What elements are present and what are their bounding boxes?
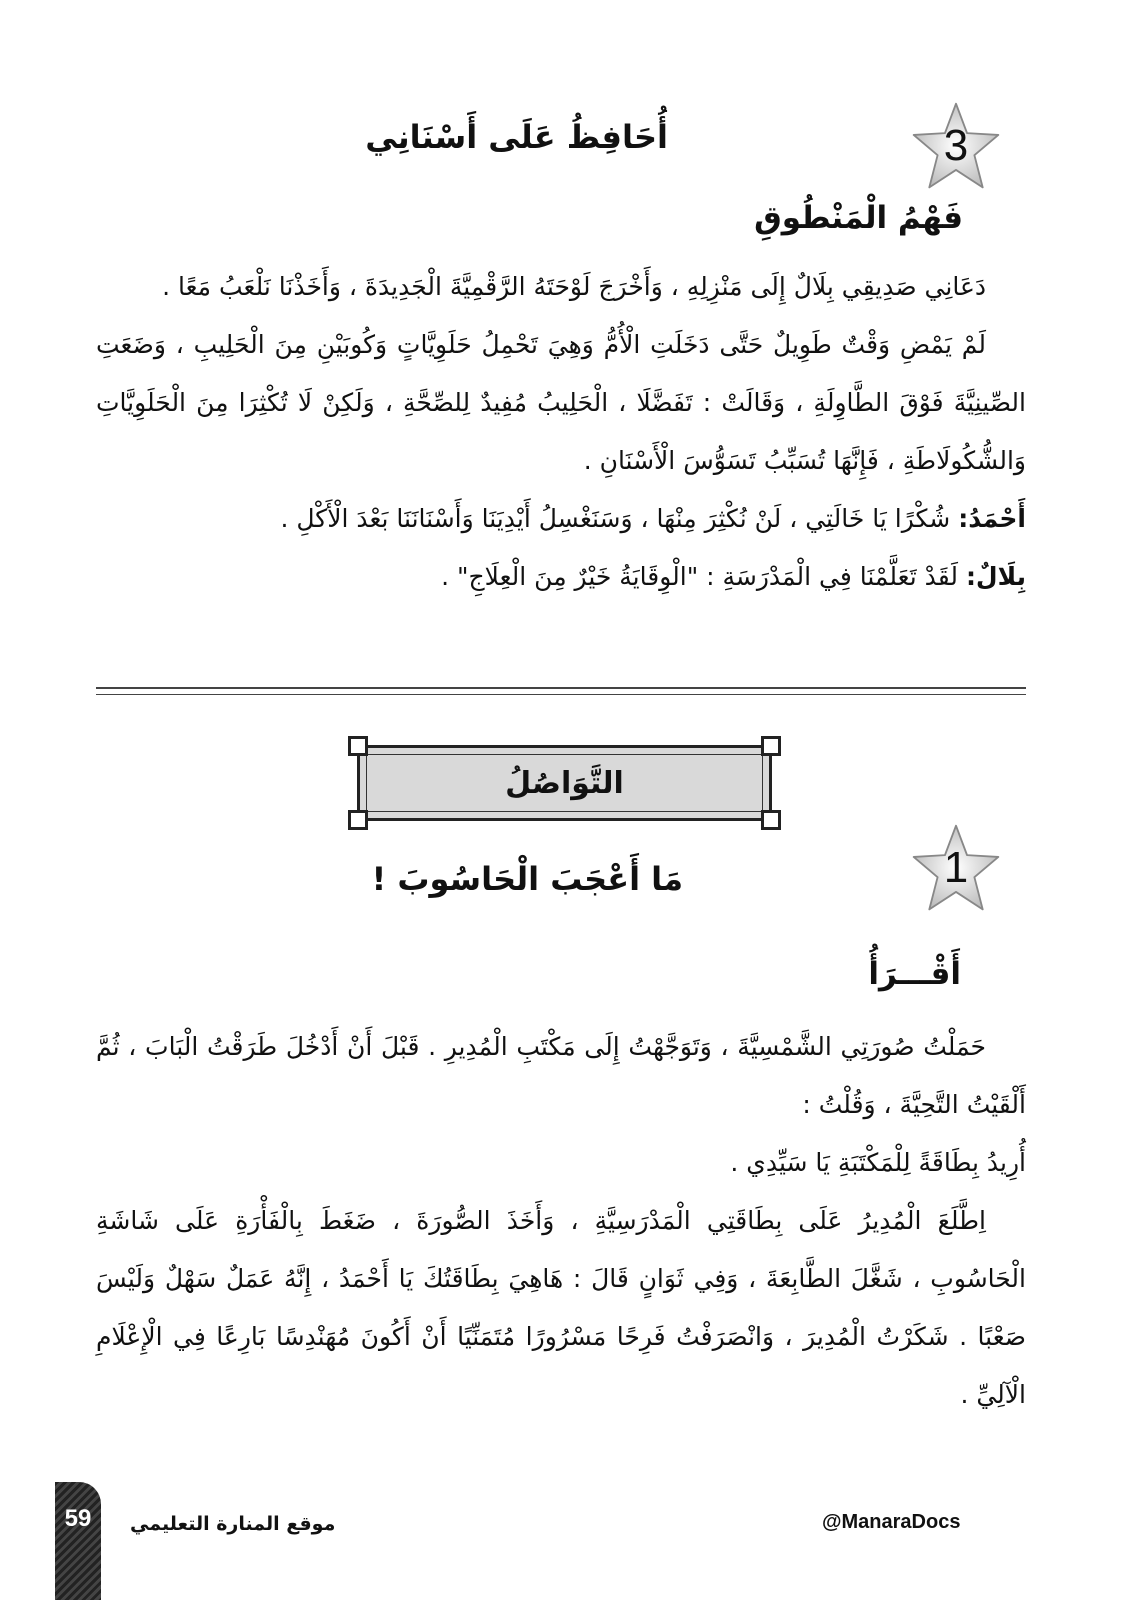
section-divider <box>96 687 1026 689</box>
paragraph: حَمَلْتُ صُورَتِي الشَّمْسِيَّةَ ، وَتَوَجَّهْتُ إِلَى مَكْتَبِ الْمُدِيرِ . قَبْلَ أَنْ أَدْخُلَ طَرَقْتُ الْبَابَ ، ثُمَّ أَلْقَيْتُ التَّحِيَّةَ ، وَقُلْتُ : <box>96 1032 1026 1119</box>
site-name: موقع المنارة التعليمي <box>130 1513 336 1535</box>
section-heading-read: أَقْـــرَأُ <box>868 956 961 992</box>
banner-corner-ornament <box>761 810 781 830</box>
banner-corner-ornament <box>348 810 368 830</box>
lesson-number: 1 <box>943 843 969 892</box>
speaker-name: بِلَالٌ: <box>965 562 1026 591</box>
social-handle: @ManaraDocs <box>822 1511 961 1533</box>
page-number: 59 <box>64 1505 92 1532</box>
section-banner <box>357 745 772 821</box>
lesson3-text <box>96 258 1026 606</box>
paragraph: دَعَانِي صَدِيقِي بِلَالٌ إِلَى مَنْزِلِهِ ، وَأَخْرَجَ لَوْحَتَهُ الرَّقْمِيَّةَ الْجَدِيدَةَ ، وَأَخَذْنَا نَلْعَبُ مَعًا . <box>162 272 986 301</box>
banner-corner-ornament <box>348 736 368 756</box>
lesson1-text <box>96 1018 1026 1424</box>
section-divider <box>96 694 1026 695</box>
dialogue-text: شُكْرًا يَا خَالَتِي ، لَنْ نُكْثِرَ مِنْهَا ، وَسَنَغْسِلُ أَيْدِيَنَا وَأَسْنَانَنَا بَعْدَ الْأَكْلِ . <box>280 504 959 533</box>
dialogue-line <box>96 548 1026 606</box>
banner-title: التَّوَاصُلُ <box>505 765 624 801</box>
banner-corner-ornament <box>761 736 781 756</box>
section-heading-comprehension: فَهْمُ الْمَنْطُوقِ <box>754 200 963 236</box>
paragraph: أُرِيدُ بِطَاقَةً لِلْمَكْتَبَةِ يَا سَيِّدِي . <box>730 1148 1026 1177</box>
star-badge-lesson-1 <box>910 822 1002 914</box>
speaker-name: أَحْمَدُ: <box>958 504 1026 533</box>
lesson-number: 3 <box>943 121 969 170</box>
lesson-title: أُحَافِظُ عَلَى أَسْنَانِي <box>365 118 668 156</box>
star-badge-lesson-3 <box>910 100 1002 192</box>
lesson-title: مَا أَعْجَبَ الْحَاسُوبَ ! <box>371 860 683 898</box>
dialogue-text: لَقَدْ تَعَلَّمْنَا فِي الْمَدْرَسَةِ : "الْوِقَايَةُ خَيْرٌ مِنَ الْعِلَاجِ" . <box>441 562 966 591</box>
paragraph: اِطَّلَعَ الْمُدِيرُ عَلَى بِطَاقَتِي الْمَدْرَسِيَّةِ ، وَأَخَذَ الصُّورَةَ ، ضَغَطَ بِالْفَأْرَةِ عَلَى شَاشَةِ الْحَاسُوبِ ، شَغَّلَ الطَّابِعَةَ ، وَفِي ثَوَانٍ قَالَ : هَاهِيَ بِطَاقَتُكَ يَا أَحْمَدُ ، إِنَّهُ عَمَلٌ سَهْلٌ وَلَيْسَ صَعْبًا . شَكَرْتُ الْمُدِيرَ ، وَانْصَرَفْتُ فَرِحًا مَسْرُورًا مُتَمَنِّيًا أَنْ أَكُونَ مُهَنْدِسًا بَارِعًا فِي الْإِعْلَامِ الْآلِيِّ . <box>96 1206 1026 1409</box>
page-number-tab <box>55 1482 101 1600</box>
dialogue-line <box>96 490 1026 548</box>
paragraph: لَمْ يَمْضِ وَقْتٌ طَوِيلٌ حَتَّى دَخَلَتِ الْأُمُّ وَهِيَ تَحْمِلُ حَلَوِيَّاتٍ وَكُوبَيْنِ مِنَ الْحَلِيبِ ، وَضَعَتِ الصِّينِيَّةَ فَوْقَ الطَّاوِلَةِ ، وَقَالَتْ : تَفَضَّلَا ، الْحَلِيبُ مُفِيدٌ لِلصِّحَّةِ ، وَلَكِنْ لَا تُكْثِرَا مِنَ الْحَلَوِيَّاتِ وَالشُّكُولَاطَةِ ، فَإِنَّهَا تُسَبِّبُ تَسَوُّسَ الْأَسْنَانِ . <box>96 330 1026 475</box>
